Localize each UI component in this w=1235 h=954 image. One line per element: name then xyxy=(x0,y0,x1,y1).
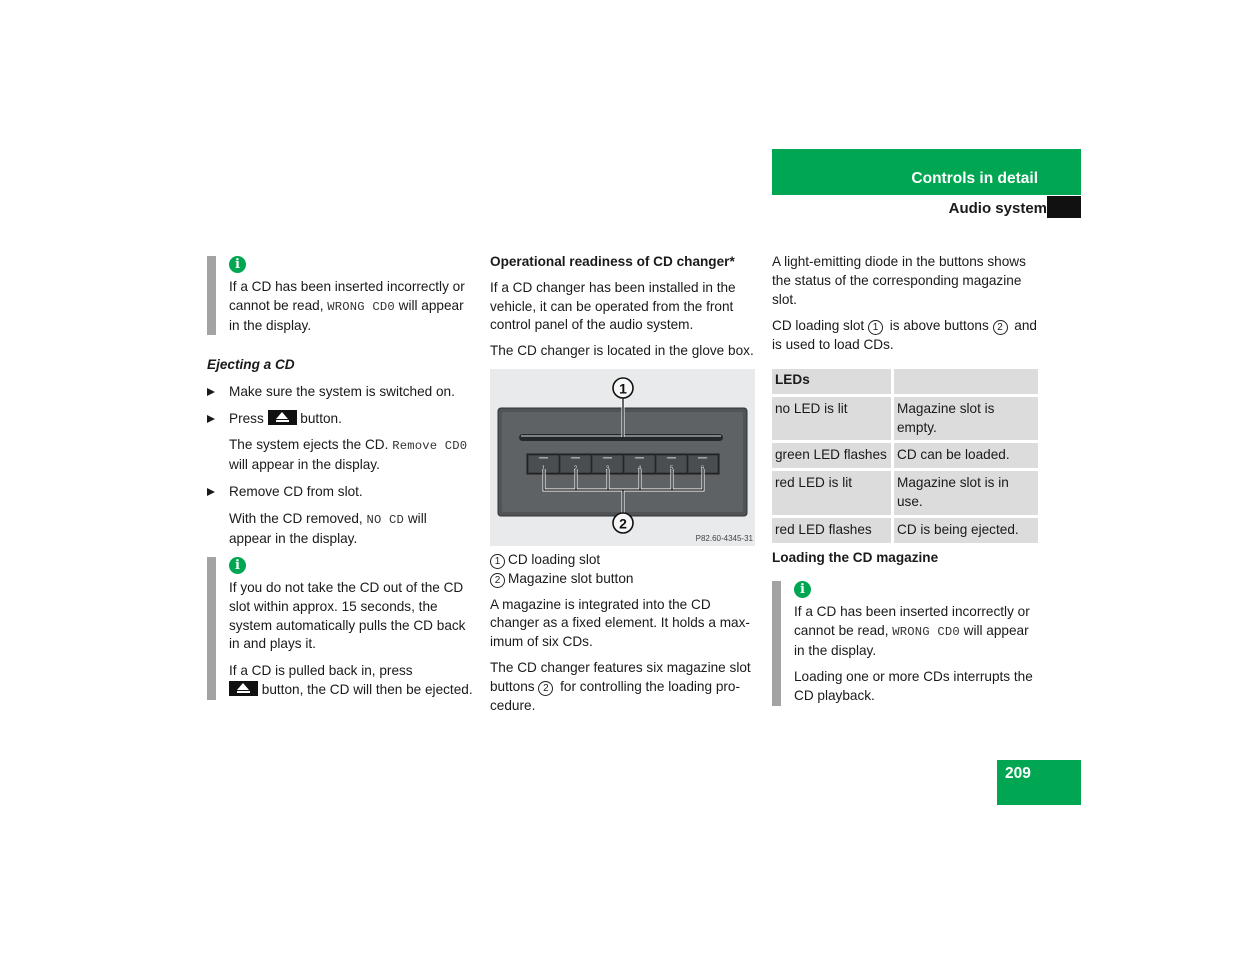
svg-text:4: 4 xyxy=(637,465,642,472)
svg-text:1: 1 xyxy=(619,380,627,397)
led-table xyxy=(772,369,1038,543)
page-number: 209 xyxy=(1005,765,1031,782)
magazine-slot-buttons xyxy=(527,454,719,474)
cd-changer-illustration xyxy=(490,369,755,546)
changer-p1: If a CD changer has been installed in the vehicle, it can be operated from the front control panel of the audio system. xyxy=(490,279,736,333)
table-header-cell: LEDs xyxy=(772,369,894,394)
info-text: If a CD has been inserted incorrectly or cannot be read, WRONG CD0 will appear in the display. xyxy=(229,279,465,333)
table-row xyxy=(772,468,1038,515)
table-row xyxy=(772,440,1038,468)
info-text: If a CD is pulled back in, press button, the CD will then be ejected. xyxy=(229,663,473,697)
changer-intro xyxy=(490,253,758,361)
info-box-2 xyxy=(207,557,476,700)
table-cell: CD can be loaded. xyxy=(894,440,1038,468)
table-cell: red LED flashes xyxy=(772,515,894,543)
eject-section xyxy=(207,356,472,548)
table-row xyxy=(772,394,1038,441)
led-p1: A light-emitting diode in the buttons shows the status of the corresponding magazine slot. xyxy=(772,254,1026,307)
table-cell: Magazine slot is empty. xyxy=(894,394,1038,441)
svg-text:6: 6 xyxy=(700,465,705,472)
step-press-eject: Press button. xyxy=(207,410,472,429)
info-icon: i xyxy=(229,557,246,574)
bullet-arrow-icon xyxy=(207,388,215,396)
changer-p4: The CD changer features six magazine slot buttons 2 for controlling the loading pro-cedure. xyxy=(490,659,751,713)
changer-p3: A magazine is integrated into the CD changer as a fixed element. It holds a max-imum of six CDs. xyxy=(490,596,750,650)
bullet-arrow-icon xyxy=(207,488,215,496)
eject-button-icon xyxy=(268,410,297,425)
result-eject: The system ejects the CD. Remove CD0 will appear in the display. xyxy=(229,437,468,473)
led-p2: CD loading slot 1 is above buttons 2 and is used to load CDs. xyxy=(772,318,1037,353)
changer-heading: Operational readiness of CD changer* xyxy=(490,254,735,269)
step-switch-on: Make sure the system is switched on. xyxy=(207,383,472,402)
svg-text:2: 2 xyxy=(619,515,627,532)
info-icon: i xyxy=(794,581,811,598)
info-text: Loading one or more CDs interrupts the CD playback. xyxy=(794,669,1033,704)
eject-button-icon xyxy=(229,681,258,696)
info-box-1 xyxy=(207,256,476,335)
table-header-row xyxy=(772,369,1038,394)
subsection-marker xyxy=(1047,196,1081,218)
loading-heading: Loading the CD magazine xyxy=(772,550,939,565)
page-number-box xyxy=(997,760,1081,805)
bullet-arrow-icon xyxy=(207,415,215,423)
table-cell: green LED flashes xyxy=(772,440,894,468)
step-remove-cd: Remove CD from slot. xyxy=(207,483,472,502)
section-header-bar xyxy=(772,149,1081,195)
svg-text:2: 2 xyxy=(573,465,578,472)
subsection-title: Audio system xyxy=(948,200,1047,217)
table-cell: Magazine slot is in use. xyxy=(894,468,1038,515)
svg-text:5: 5 xyxy=(669,465,674,472)
svg-text:1: 1 xyxy=(541,465,546,472)
led-intro xyxy=(772,253,1040,355)
info-icon: i xyxy=(229,256,246,273)
result-removed: With the CD removed, NO CD will appear in the display. xyxy=(229,510,427,546)
figure-ref: P82.60-4345-31 xyxy=(695,534,753,543)
legend-item-2: 2 Magazine slot button xyxy=(490,570,758,589)
eject-heading: Ejecting a CD xyxy=(207,357,295,372)
changer-p2: The CD changer is located in the glove box. xyxy=(490,343,754,359)
table-cell: red LED is lit xyxy=(772,468,894,515)
table-row xyxy=(772,515,1038,543)
svg-text:3: 3 xyxy=(605,465,610,472)
info-text: If you do not take the CD out of the CD slot within approx. 15 seconds, the system automatically pulls the CD back in and plays it. xyxy=(229,580,466,652)
info-box-3 xyxy=(772,581,1038,706)
table-cell: no LED is lit xyxy=(772,394,894,441)
legend-item-1: 1 CD loading slot xyxy=(490,551,758,570)
table-header-cell xyxy=(894,369,1038,394)
section-title: Controls in detail xyxy=(911,170,1038,187)
info-text: If a CD has been inserted incorrectly or cannot be read, WRONG CD0 will appear in the display. xyxy=(794,604,1030,658)
changer-text xyxy=(490,551,758,715)
table-cell: CD is being ejected. xyxy=(894,515,1038,543)
